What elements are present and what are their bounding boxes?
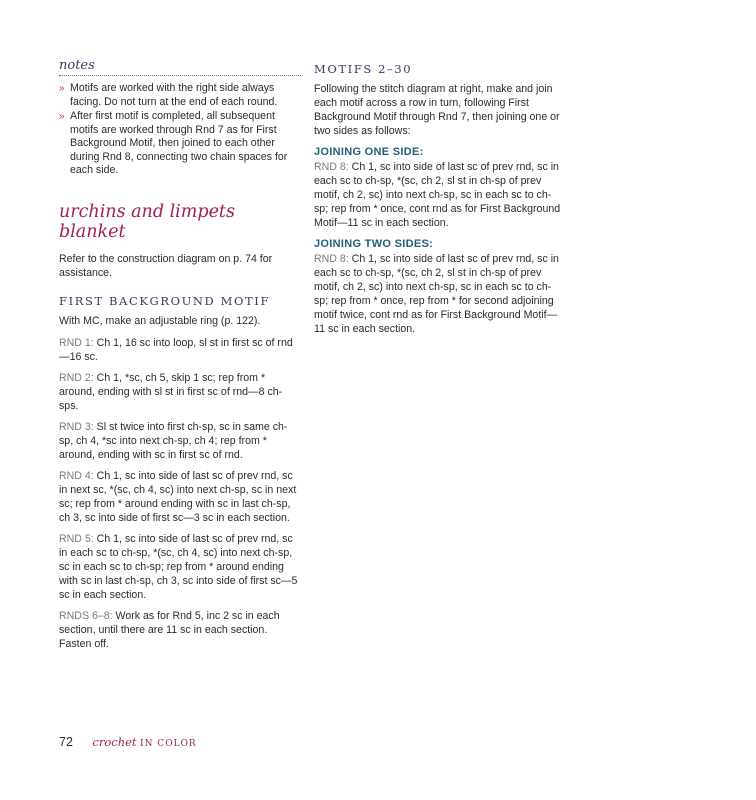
first-motif-intro: With MC, make an adjustable ring (p. 122).	[59, 314, 261, 327]
round-text: Ch 1, 16 sc into loop, sl st in first sc of rnd—16 sc.	[59, 336, 293, 363]
pattern-intro: Refer to the construction diagram on p. 74 for assistance.	[59, 252, 273, 279]
round-instruction	[59, 532, 301, 602]
motifs-heading: MOTIFS 2–30	[314, 62, 413, 76]
page-number: 72	[59, 735, 73, 749]
round-text: Ch 1, *sc, ch 5, skip 1 sc; rep from * around, ending with sl st in first sc of rnd—8 ch-sps.	[59, 371, 283, 412]
round-text: Work as for Rnd 5, inc 2 sc in each section, until there are 11 sc in each section. Fasten off.	[59, 609, 280, 650]
left-column	[59, 58, 301, 658]
notes-heading: notes	[59, 58, 301, 76]
round-text: Ch 1, sc into side of last sc of prev rnd, sc in each sc to ch-sp, *(sc, ch 2, sl st in ch-sp of prev motif, ch 2, sc) into next ch-sp, sc in each sc to ch-sp; rep from * once, rep from * for second adjoining motif twice, cont rnd as for First Background Motif—11 sc in each section.	[314, 253, 559, 335]
note-text: Motifs are worked with the right side always facing. Do not turn at the end of each round.	[70, 82, 278, 108]
join-one-heading: JOINING ONE SIDE:	[314, 146, 424, 158]
round-label: RND 3:	[59, 420, 94, 433]
motifs-intro: Following the stitch diagram at right, make and join each motif across a row in turn, following First Background Motif through Rnd 7, then joining one or two sides as follows:	[314, 83, 560, 137]
round-instruction	[314, 252, 562, 336]
bullet-icon: »	[59, 83, 65, 94]
pattern-title: urchins and limpets blanket	[59, 201, 235, 242]
round-text: Ch 1, sc into side of last sc of prev rnd, sc in next sc, *(sc, ch 4, sc) into next ch-sp, sc in next sc; rep from * around ending with sc in last ch-sp, ch 3, sc into side of first sc—3 sc in each section.	[59, 469, 297, 524]
round-label: RND 4:	[59, 469, 94, 482]
round-instruction	[59, 469, 301, 525]
round-text: Ch 1, sc into side of last sc of prev rnd, sc in each sc to ch-sp, *(sc, ch 4, sc) into next ch-sp, sc in each sc to ch-sp; rep from * around ending with sc in last ch-sp, ch 3, sc into side of first sc—5 sc in each section.	[59, 532, 298, 601]
round-label: RND 8:	[314, 253, 349, 265]
join-two-heading: JOINING TWO SIDES:	[314, 238, 434, 250]
round-instruction	[59, 336, 301, 364]
round-instruction	[59, 609, 301, 651]
round-instruction	[59, 371, 301, 413]
round-instruction	[314, 160, 562, 230]
round-label: RND 8:	[314, 161, 349, 173]
bullet-icon: »	[59, 111, 65, 122]
book-title-italic: crochet	[92, 735, 137, 749]
book-title-caps: IN COLOR	[140, 739, 197, 749]
round-instruction	[59, 420, 301, 462]
page-footer	[59, 735, 197, 749]
round-label: RND 1:	[59, 336, 94, 349]
round-label: RND 2:	[59, 371, 94, 384]
round-label: RNDS 6–8:	[59, 609, 113, 622]
round-text: Ch 1, sc into side of last sc of prev rnd, sc in each sc to ch-sp, *(sc, ch 2, sl st in ch-sp of prev motif, ch 2, sc) into next ch-sp, sc in each sc to ch-sp; rep from * once, cont rnd as for First Background Motif—11 sc in each section.	[314, 161, 561, 229]
round-text: Sl st twice into first ch-sp, sc in same ch-sp, ch 4, *sc into next ch-sp, ch 4; rep from * around, ending with sc in first sc of rnd.	[59, 420, 288, 461]
note-item	[59, 82, 301, 109]
round-label: RND 5:	[59, 532, 94, 545]
right-column	[314, 62, 562, 343]
note-text: After first motif is completed, all subsequent motifs are worked through Rnd 7 as for First Background Motif, then joined to each other during Rnd 8, connecting two chain spaces for each side.	[70, 110, 288, 176]
first-motif-heading: FIRST BACKGROUND MOTIF	[59, 293, 271, 308]
note-item	[59, 110, 301, 178]
